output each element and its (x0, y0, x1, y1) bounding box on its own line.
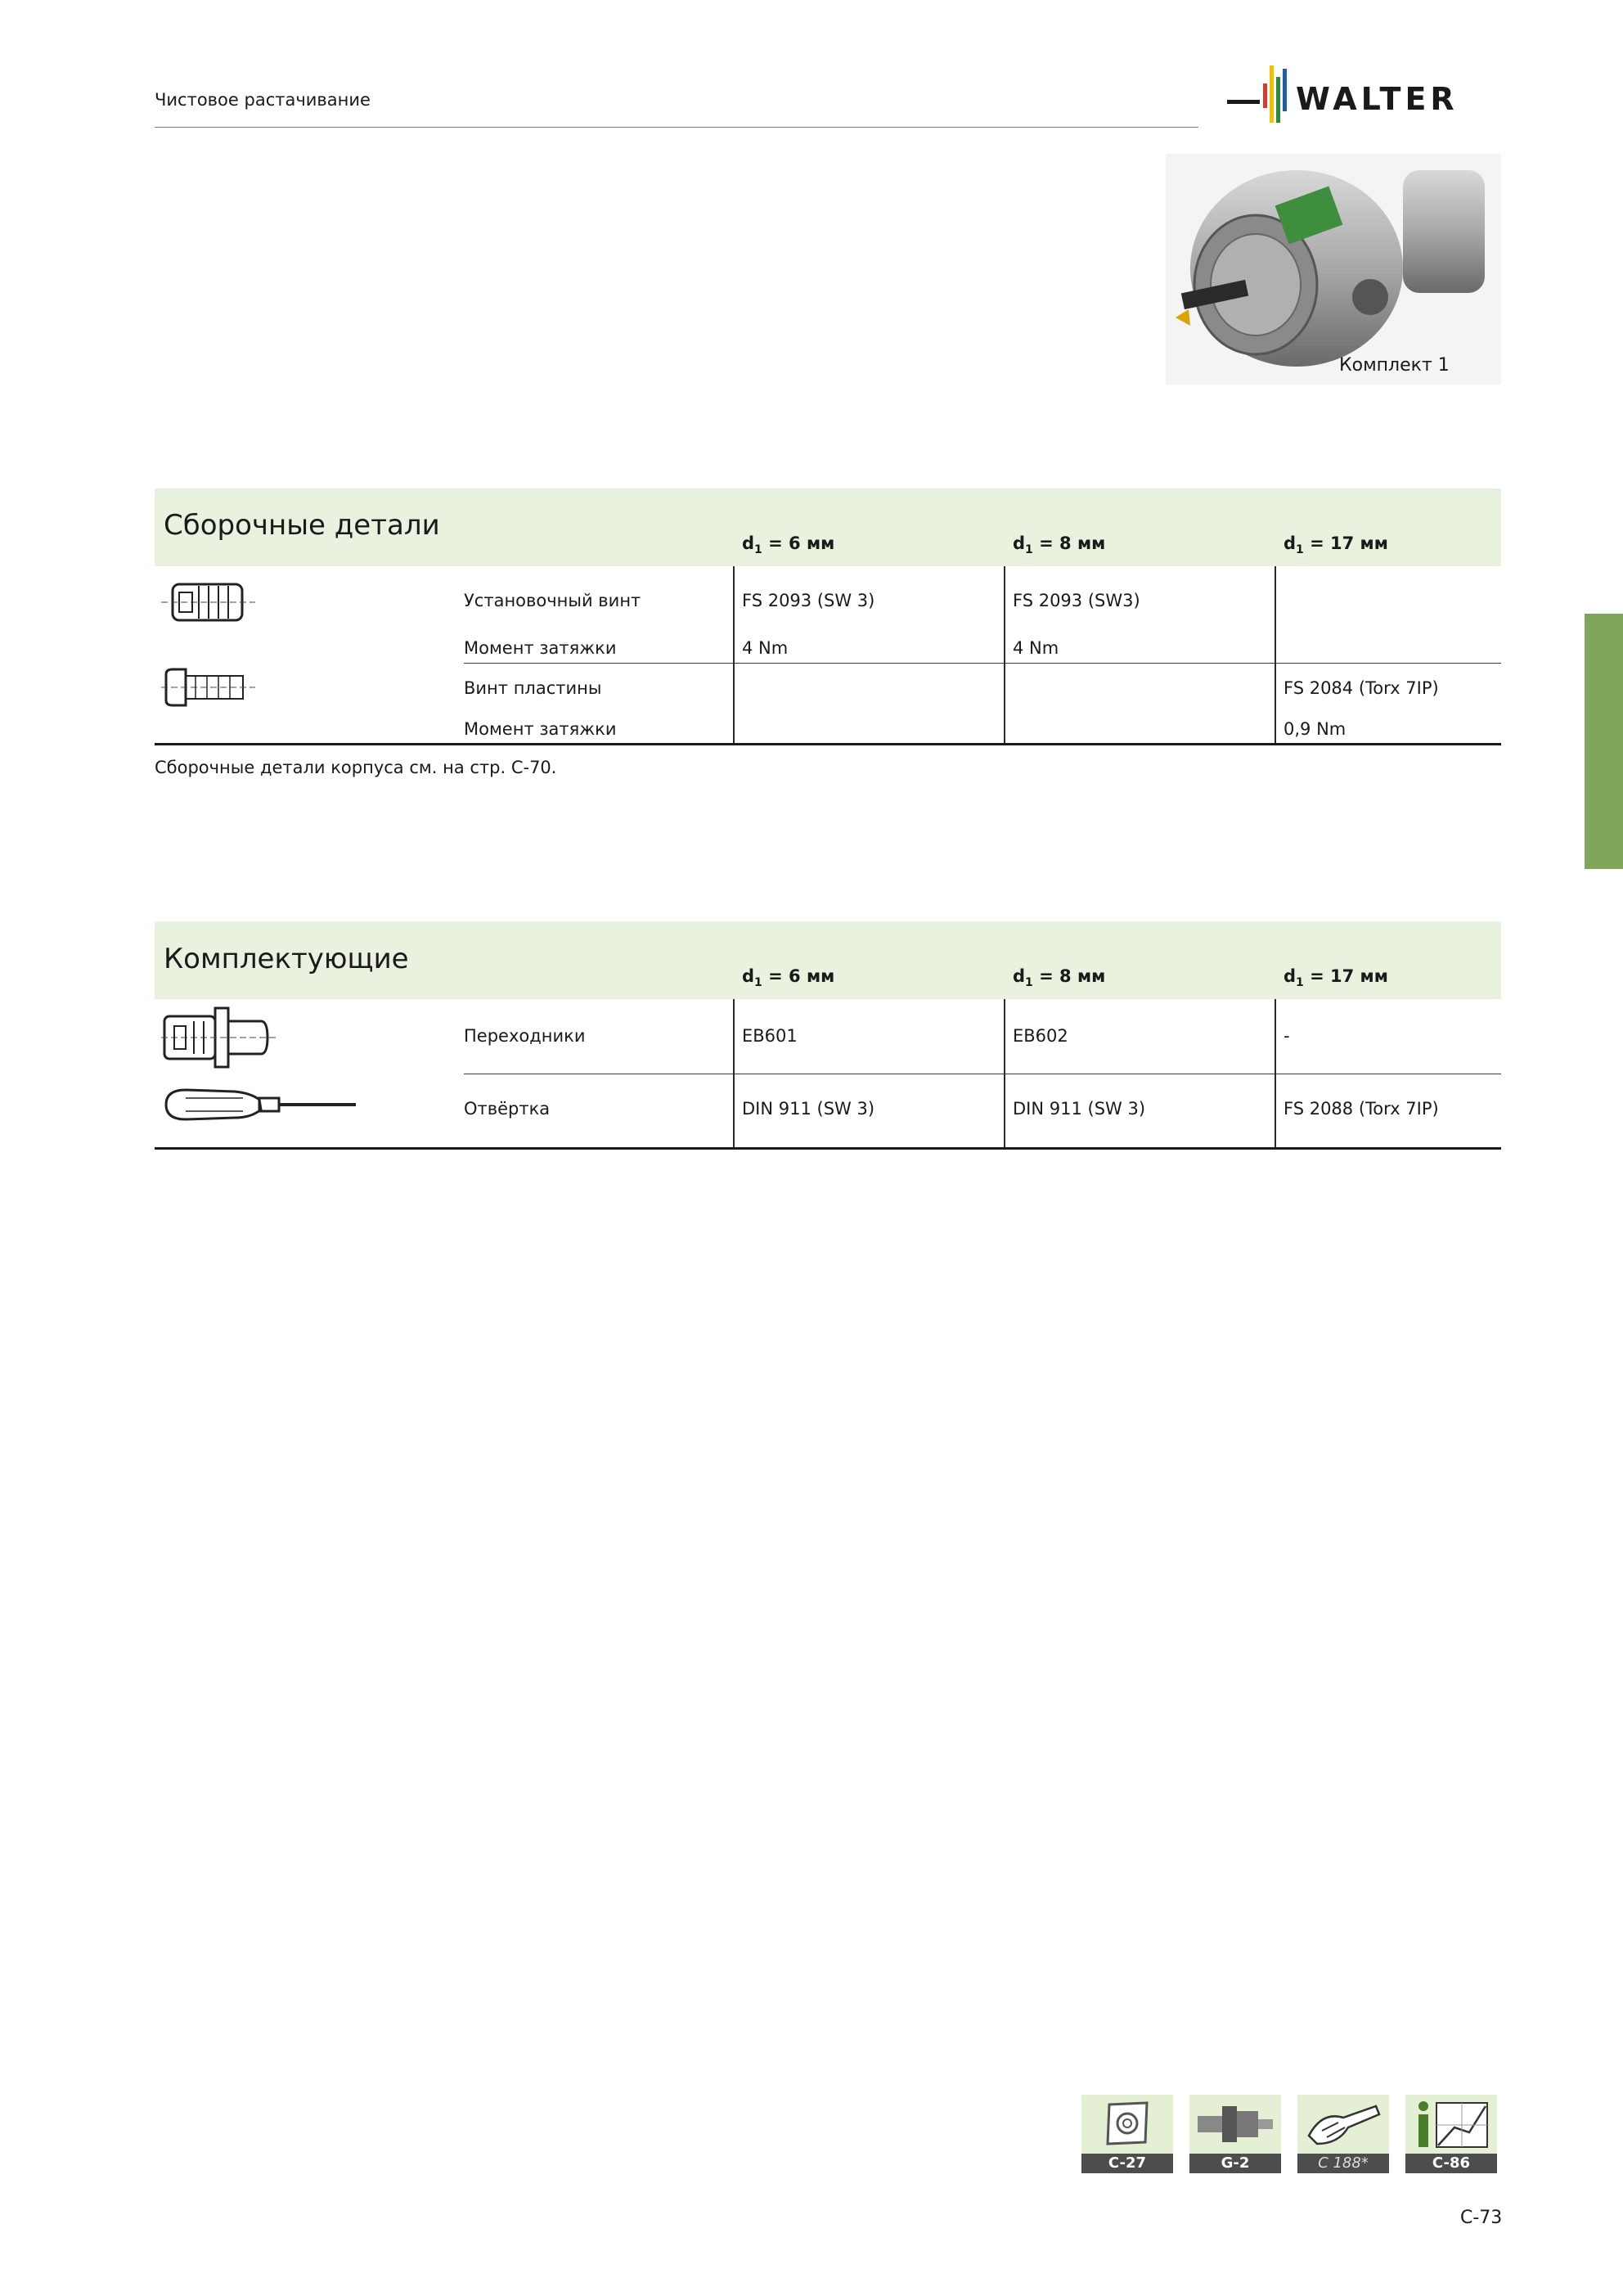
accessories-cell: EB601 (742, 1026, 798, 1046)
assembly-col-head-3: $d_1 = 17$ мм (1284, 533, 1388, 557)
accessories-col-head-2: $d_1 = 8$ мм (1013, 966, 1106, 990)
accessories-cell: DIN 911 (SW 3) (1013, 1099, 1146, 1119)
assembly-cell: 4 Nm (1013, 638, 1059, 658)
column-divider (1004, 566, 1005, 743)
insert-icon (1081, 2095, 1173, 2154)
assembly-cell: FS 2084 (Torx 7IP) (1284, 678, 1439, 698)
accessories-row-label: Переходники (464, 1026, 586, 1046)
nav-tile-inserts[interactable] (1081, 2095, 1173, 2173)
column-divider (1004, 999, 1005, 1148)
assembly-cell: 4 Nm (742, 638, 789, 658)
assembly-col-head-1: $d_1 = 6$ мм (742, 533, 835, 557)
nav-tile-label: C-86 (1405, 2154, 1497, 2173)
page-number: C-73 (1460, 2208, 1503, 2228)
page-header-title: Чистовое растачивание (155, 90, 371, 110)
assembly-title: Сборочные детали (164, 509, 440, 542)
set-screw-icon (161, 578, 255, 627)
accessories-col-head-3: $d_1 = 17$ мм (1284, 966, 1388, 990)
nav-tile-handling[interactable] (1297, 2095, 1389, 2173)
section-tab-marker (1585, 614, 1623, 869)
column-divider (733, 566, 735, 743)
accessories-cell: EB602 (1013, 1026, 1068, 1046)
info-chart-icon (1405, 2095, 1497, 2154)
column-divider (1275, 566, 1276, 743)
adapter-icon (161, 1005, 276, 1070)
walter-logo (1227, 59, 1505, 133)
assembly-row-label: Момент затяжки (464, 638, 617, 658)
accessories-cell: FS 2088 (Torx 7IP) (1284, 1099, 1439, 1119)
assembly-cell: FS 2093 (SW 3) (742, 591, 875, 610)
table-bottom-rule (155, 1147, 1501, 1150)
assembly-footnote: Сборочные детали корпуса см. на стр. C-70. (155, 758, 557, 777)
insert-screw-icon (161, 666, 255, 709)
accessories-cell: - (1284, 1026, 1290, 1046)
accessories-title: Комплектующие (164, 943, 409, 975)
nav-tile-label: C 188* (1297, 2154, 1389, 2173)
header-divider (155, 127, 1198, 128)
logo-text: WALTER (1296, 81, 1459, 117)
assembly-cell: FS 2093 (SW3) (1013, 591, 1140, 610)
row-divider (464, 663, 1501, 664)
assembly-row-label: Момент затяжки (464, 719, 617, 739)
column-divider (733, 999, 735, 1148)
photo-caption: Комплект 1 (1339, 355, 1450, 376)
product-photo (1166, 154, 1501, 385)
nav-tile-adapters[interactable] (1189, 2095, 1281, 2173)
accessories-col-head-1: $d_1 = 6$ мм (742, 966, 835, 990)
column-divider (1275, 999, 1276, 1148)
assembly-row-label: Винт пластины (464, 678, 602, 698)
nav-tile-label: G-2 (1189, 2154, 1281, 2173)
nav-tile-label: C-27 (1081, 2154, 1173, 2173)
assembly-col-head-2: $d_1 = 8$ мм (1013, 533, 1106, 557)
assembly-cell: 0,9 Nm (1284, 719, 1347, 739)
accessories-cell: DIN 911 (SW 3) (742, 1099, 875, 1119)
screwdriver-icon (161, 1085, 362, 1124)
wrench-hand-icon (1297, 2095, 1389, 2154)
table-bottom-rule (155, 743, 1501, 745)
assembly-row-label: Установочный винт (464, 591, 641, 610)
accessories-row-label: Отвёртка (464, 1099, 551, 1119)
nav-tile-info[interactable] (1405, 2095, 1497, 2173)
adapter-icon (1189, 2095, 1281, 2154)
